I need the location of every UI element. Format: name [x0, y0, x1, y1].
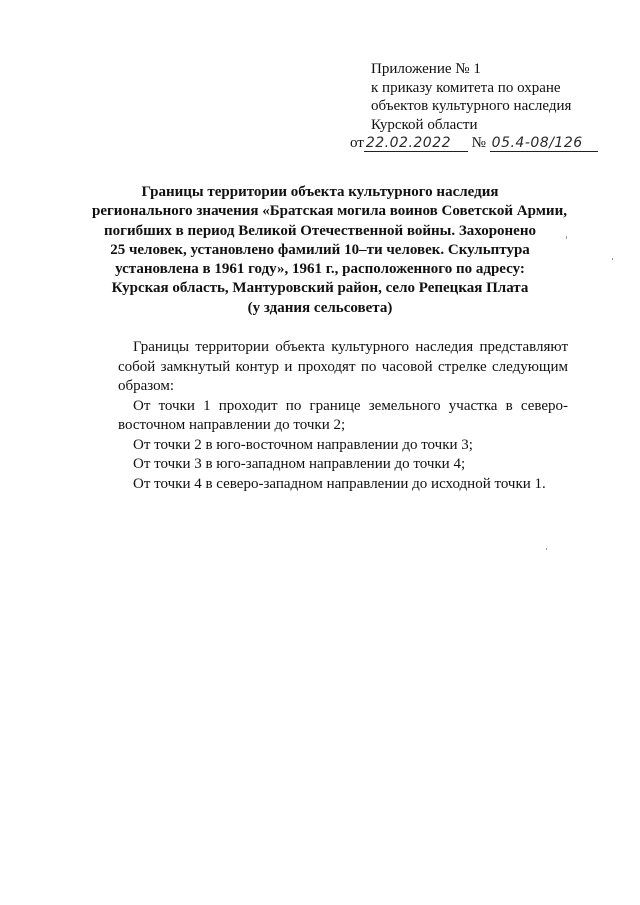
intro-paragraph	[118, 338, 568, 397]
paragraph-line: собой замкнутый контур и проходят по часовой стрелке следующим	[118, 358, 568, 375]
title-line: Курская область, Мантуровский район, село Репецкая Плата	[111, 280, 529, 297]
document-title	[92, 183, 567, 318]
title-line: погибших в период Великой Отечественной войны. Захоронено	[104, 222, 536, 239]
paragraph-line: образом:	[118, 378, 175, 394]
paragraph-line: От точки 1 проходит по границе земельного участка в северо-	[133, 397, 568, 414]
point-2-paragraph: От точки 2 в юго-восточном направлении до точки 3;	[133, 436, 473, 453]
number-sign: №	[471, 135, 486, 151]
title-line: (у здания сельсовета)	[247, 299, 393, 316]
scan-speck	[546, 548, 547, 550]
paragraph-line: восточном направлении до точки 2;	[118, 417, 346, 433]
title-line: регионального значения «Братская могила воинов Советской Армии,	[92, 203, 567, 220]
title-line: установлена в 1961 году», 1961 г., расположенного по адресу:	[115, 261, 525, 278]
title-line: 25 человек, установлено фамилий 10–ти человек. Скульптура	[110, 241, 530, 258]
point-3-paragraph: От точки 3 в юго-западном направлении до точки 4;	[133, 456, 466, 472]
body-text	[118, 338, 568, 494]
point-4-paragraph: От точки 4 в северо-западном направлении до исходной точки 1.	[133, 475, 546, 492]
appendix-region: Курской области	[371, 116, 478, 133]
appendix-header	[371, 60, 611, 134]
handwritten-number: 05.4-08/126	[490, 135, 598, 152]
appendix-title: Приложение № 1	[371, 61, 481, 77]
scan-speck	[566, 236, 567, 239]
appendix-committee: объектов культурного наследия	[371, 98, 572, 114]
handwritten-date: 22.02.2022	[364, 135, 468, 152]
date-prefix: от	[350, 135, 364, 151]
point-1-paragraph	[118, 397, 568, 436]
scan-speck	[612, 258, 613, 260]
appendix-order-ref: к приказу комитета по охране	[371, 79, 561, 96]
title-line: Границы территории объекта культурного наследия	[141, 184, 499, 200]
order-date-number	[350, 134, 598, 152]
paragraph-line: Границы территории объекта культурного наследия представляют	[133, 339, 568, 355]
